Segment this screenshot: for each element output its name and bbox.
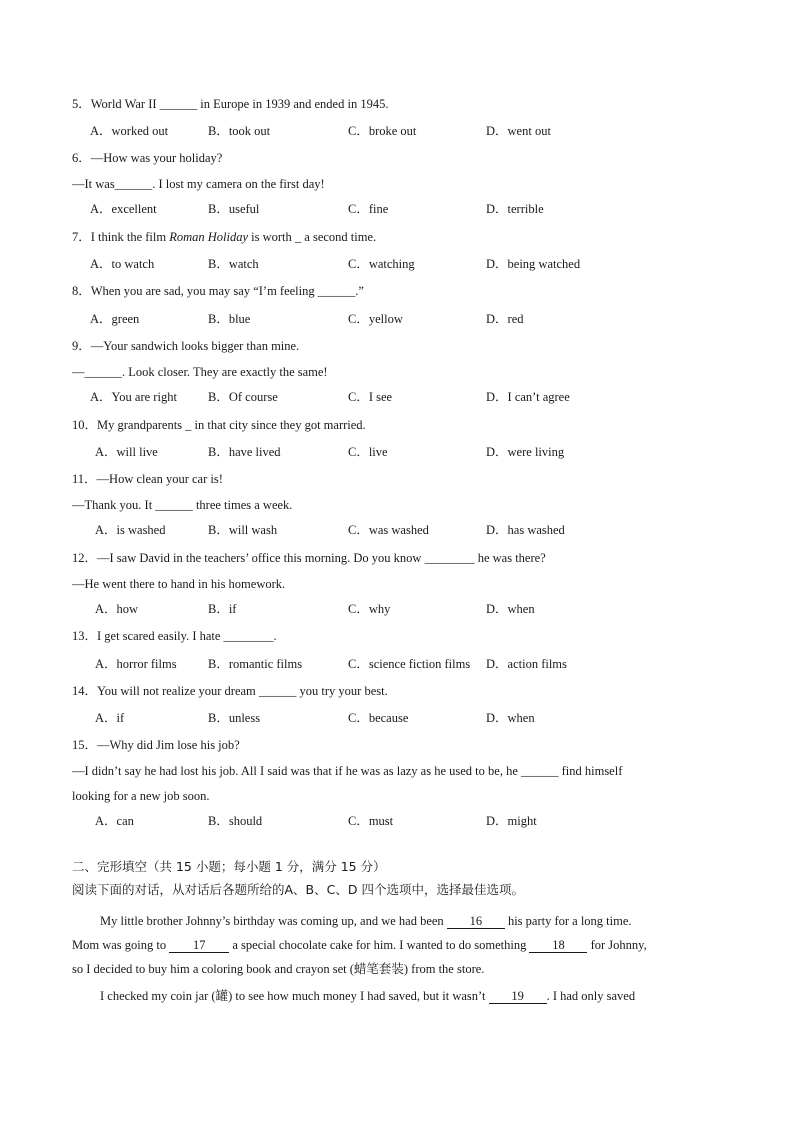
question-11-stem: 11．—How clean your car is! [72, 472, 223, 486]
q15-option-b: B．should [208, 814, 263, 828]
q5-option-a: A．worked out [90, 124, 169, 138]
question-7-stem [72, 229, 376, 245]
q8-option-a: A．green [90, 312, 140, 326]
question-15-stem: 15．—Why did Jim lose his job? [72, 738, 240, 752]
blank-19: 19 [489, 989, 547, 1004]
q7-option-c: C．watching [348, 257, 415, 271]
q6-option-d: D．terrible [486, 202, 544, 216]
q11-option-a: A．is washed [95, 523, 166, 537]
q9-option-c: C．I see [348, 390, 393, 404]
passage-text: for Johnny, [587, 938, 647, 952]
q15-option-c: C．must [348, 814, 394, 828]
question-15-line-2: —I didn’t say he had lost his job. All I said was that if he was as lazy as he used to be, he ______ find himself [72, 764, 623, 778]
q6-option-b: B．useful [208, 202, 260, 216]
q10-option-a: A．will live [95, 445, 158, 459]
q8-option-d: D．red [486, 312, 524, 326]
q12-option-b: B．if [208, 602, 237, 616]
question-9-line-2: —______. Look closer. They are exactly the same! [72, 365, 328, 379]
q14-option-c: C．because [348, 711, 409, 725]
q14-option-b: B．unless [208, 711, 261, 725]
q5-option-d: D．went out [486, 124, 551, 138]
question-11-line-2: —Thank you. It ______ three times a week. [72, 498, 293, 512]
q6-option-c: C．fine [348, 202, 389, 216]
question-6-stem: 6．—How was your holiday? [72, 151, 223, 165]
q10-option-c: C．live [348, 445, 388, 459]
question-8-stem: 8．When you are sad, you may say “I’m feeling ______.” [72, 284, 364, 298]
q7-text-a: 7．I think the film [72, 230, 170, 244]
q13-option-b: B．romantic films [208, 657, 303, 671]
passage-text: Mom was going to [72, 938, 170, 952]
passage-text: his party for a long time. [504, 914, 632, 928]
passage-text: My little brother Johnny’s birthday was coming up, and we had been [100, 914, 447, 928]
q13-option-a: A．horror films [95, 657, 177, 671]
question-13-stem: 13．I get scared easily. I hate ________. [72, 629, 277, 643]
q14-option-a: A．if [95, 711, 125, 725]
q7-film-title: Roman Holiday [169, 230, 249, 244]
section-2-instruction: 阅读下面的对话，从对话后各题所给的A、B、C、D 四个选项中，选择最佳选项。 [72, 882, 524, 897]
q13-option-c: C．science fiction films [348, 657, 471, 671]
q8-option-c: C．yellow [348, 312, 403, 326]
passage-line-2 [72, 933, 720, 957]
passage-line-4 [72, 984, 720, 1008]
question-9-stem: 9．—Your sandwich looks bigger than mine. [72, 339, 300, 353]
q9-option-d: D．I can’t agree [486, 390, 570, 404]
passage-text: I checked my coin jar (罐) to see how much money I had saved, but it wasn’t [100, 989, 489, 1003]
passage-line-1 [72, 909, 720, 933]
q7-option-b: B．watch [208, 257, 259, 271]
q15-option-a: A．can [95, 814, 134, 828]
passage-line-3: so I decided to buy him a coloring book and crayon set (蜡笔套装) from the store. [72, 962, 485, 976]
q10-option-b: B．have lived [208, 445, 281, 459]
q10-option-d: D．were living [486, 445, 565, 459]
blank-17: 17 [169, 938, 229, 953]
question-12-line-2: —He went there to hand in his homework. [72, 577, 286, 591]
q11-option-c: C．was washed [348, 523, 429, 537]
question-15-line-3: looking for a new job soon. [72, 789, 210, 803]
question-5-stem: 5．World War II ______ in Europe in 1939 and ended in 1945. [72, 97, 389, 111]
q7-option-a: A．to watch [90, 257, 155, 271]
passage-text: . I had only saved [546, 989, 636, 1003]
q11-option-b: B．will wash [208, 523, 278, 537]
q6-option-a: A．excellent [90, 202, 157, 216]
question-6-line-2: —It was______. I lost my camera on the first day! [72, 177, 325, 191]
q5-option-c: C．broke out [348, 124, 417, 138]
passage-text: a special chocolate cake for him. I wanted to do something [229, 938, 530, 952]
question-12-stem: 12．—I saw David in the teachers’ office this morning. Do you know ________ he was there? [72, 551, 546, 565]
q8-option-b: B．blue [208, 312, 251, 326]
q12-option-c: C．why [348, 602, 391, 616]
section-2-title: 二、完形填空（共 15 小题；每小题 1 分，满分 15 分） [72, 859, 386, 874]
q7-text-b: is worth _ a second time. [248, 230, 377, 244]
q9-option-b: B．Of course [208, 390, 278, 404]
blank-16: 16 [447, 914, 505, 929]
q5-option-b: B．took out [208, 124, 271, 138]
q14-option-d: D．when [486, 711, 535, 725]
cloze-passage [72, 909, 720, 1008]
blank-18: 18 [529, 938, 587, 953]
q15-option-d: D．might [486, 814, 537, 828]
q12-option-a: A．how [95, 602, 139, 616]
q7-option-d: D．being watched [486, 257, 581, 271]
question-14-stem: 14．You will not realize your dream ______ you try your best. [72, 684, 388, 698]
q11-option-d: D．has washed [486, 523, 565, 537]
q9-option-a: A．You are right [90, 390, 177, 404]
q12-option-d: D．when [486, 602, 535, 616]
question-10-stem: 10．My grandparents _ in that city since they got married. [72, 418, 366, 432]
q13-option-d: D．action films [486, 657, 567, 671]
